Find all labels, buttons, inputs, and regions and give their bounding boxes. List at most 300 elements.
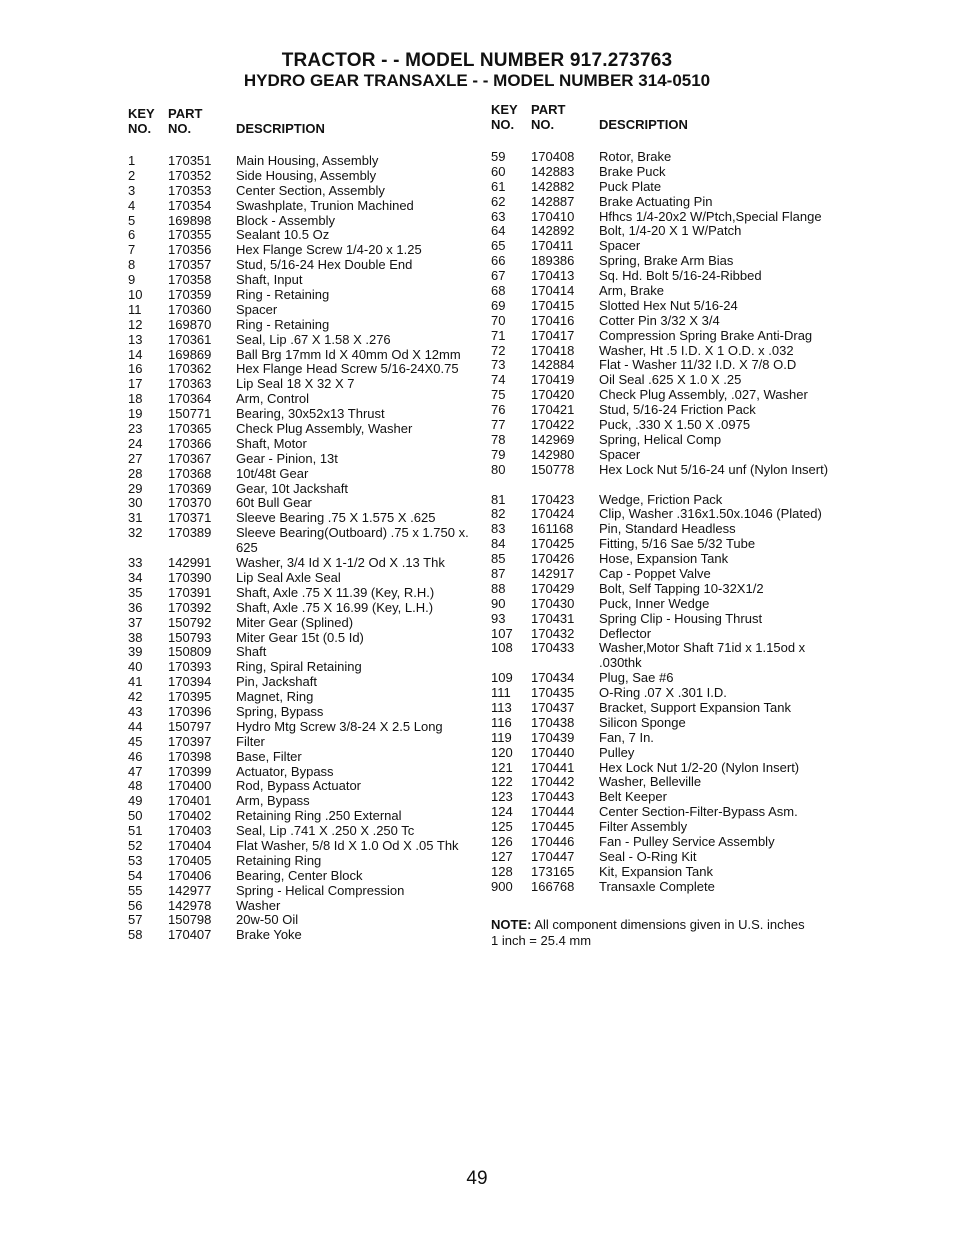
key-no: 124	[491, 804, 513, 820]
table-row	[128, 616, 488, 631]
part-no: 142980	[531, 446, 575, 462]
description: Block - Assembly	[236, 212, 335, 228]
description: Lip Seal Axle Seal	[236, 569, 341, 585]
key-no: 81	[491, 491, 506, 507]
key-no: 116	[491, 714, 512, 730]
description: Shaft, Input	[236, 272, 303, 288]
part-no: 142884	[531, 357, 575, 373]
key-no: 109	[491, 670, 513, 686]
part-no: 170356	[168, 242, 212, 258]
description: Sleeve Bearing .75 X 1.575 X .625	[236, 510, 436, 526]
key-header-line1: KEY	[128, 106, 155, 121]
part-no: 170422	[531, 417, 575, 433]
description: Center Section-Filter-Bypass Asm.	[599, 804, 798, 820]
key-no: 1	[128, 153, 136, 168]
description: Fan, 7 In.	[599, 729, 654, 745]
table-row	[128, 392, 488, 407]
key-no: 122	[491, 774, 513, 790]
table-row	[491, 195, 851, 210]
description: Rod, Bypass Actuator	[236, 778, 362, 794]
description: Arm, Control	[236, 391, 309, 407]
description: Washer,Motor Shaft 71id x 1.15od x .030thk	[599, 640, 806, 671]
part-header-line1: PART	[168, 106, 203, 121]
description: Shaft, Axle .75 X 11.39 (Key, R.H.)	[236, 584, 435, 600]
table-row	[128, 199, 488, 214]
description: Sealant 10.5 Oz	[236, 227, 330, 243]
description: Check Plug Assembly, Washer	[236, 421, 413, 437]
table-row	[491, 507, 851, 522]
description: Washer	[236, 897, 281, 913]
part-header-line2: NO.	[531, 117, 555, 132]
description: Hex Flange Head Screw 5/16-24X0.75	[236, 361, 459, 377]
description: Shaft, Motor	[236, 435, 307, 451]
description: Stud, 5/16-24 Friction Pack	[599, 402, 756, 418]
key-no: 35	[128, 584, 143, 600]
description: Spring, Helical Comp	[599, 431, 722, 447]
table-row	[128, 377, 488, 392]
part-no: 170444	[531, 804, 575, 820]
table-row	[128, 928, 488, 943]
key-no: 66	[491, 253, 506, 269]
table-row	[128, 750, 488, 765]
part-no: 170442	[531, 774, 575, 790]
page-subtitle: HYDRO GEAR TRANSAXLE - - MODEL NUMBER 314-0510	[243, 71, 711, 90]
table-row	[128, 273, 488, 288]
table-row	[491, 493, 851, 508]
key-no: 36	[128, 599, 143, 615]
description: Silicon Sponge	[599, 714, 686, 730]
key-no: 128	[491, 863, 513, 879]
description: Retaining Ring	[236, 852, 322, 868]
key-no: 85	[491, 551, 506, 567]
description: Ball Brg 17mm Id X 40mm Od X 12mm	[236, 346, 461, 362]
key-no: 90	[491, 595, 506, 611]
part-no: 170359	[168, 287, 212, 303]
table-row	[491, 418, 851, 433]
part-no: 170411	[531, 238, 574, 254]
table-row	[128, 645, 488, 660]
description: Check Plug Assembly, .027, Washer	[599, 387, 808, 403]
key-no: 65	[491, 238, 506, 254]
key-no: 62	[491, 193, 506, 209]
description: Miter Gear (Splined)	[236, 614, 354, 630]
table-row	[128, 660, 488, 675]
table-row	[128, 913, 488, 928]
table-row	[491, 433, 851, 448]
description: Ring - Retaining	[236, 287, 330, 303]
description: Kit, Expansion Tank	[599, 863, 713, 879]
part-no: 170413	[531, 268, 575, 284]
description: Ring, Spiral Retaining	[236, 659, 362, 675]
part-no: 170421	[531, 402, 575, 418]
key-no: 59	[491, 149, 506, 164]
description: Magnet, Ring	[236, 689, 314, 705]
description: Cap - Poppet Valve	[599, 565, 711, 581]
description: Miter Gear 15t (0.5 Id)	[236, 629, 364, 645]
part-header-line2: NO.	[168, 121, 192, 136]
key-no: 82	[491, 506, 506, 522]
table-row	[128, 184, 488, 199]
table-row	[128, 154, 488, 169]
table-row	[491, 671, 851, 686]
key-no: 87	[491, 565, 506, 581]
description: Arm, Bypass	[236, 793, 310, 809]
part-no: 170394	[168, 674, 212, 690]
key-no: 108	[491, 640, 513, 656]
description: Pin, Standard Headless	[599, 521, 736, 537]
table-row	[491, 388, 851, 403]
description: Base, Filter	[236, 748, 302, 764]
key-no: 34	[128, 569, 143, 585]
part-no: 170395	[168, 689, 212, 705]
table-row	[491, 358, 851, 373]
table-row	[128, 809, 488, 824]
table-row	[491, 448, 851, 463]
key-no: 2	[128, 167, 136, 183]
part-no: 142991	[168, 555, 212, 571]
table-row	[128, 496, 488, 511]
part-no: 173165	[531, 863, 575, 879]
description: Bolt, Self Tapping 10-32X1/2	[599, 580, 764, 596]
table-row	[128, 854, 488, 869]
description: Bearing, 30x52x13 Thrust	[236, 406, 385, 422]
table-row	[491, 701, 851, 716]
key-no: 51	[128, 823, 143, 839]
part-no: 170400	[168, 778, 212, 794]
part-no: 170355	[168, 227, 212, 243]
description: Sleeve Bearing(Outboard) .75 x 1.750 x. 625	[236, 525, 469, 556]
part-no: 170406	[168, 867, 212, 883]
description: Sq. Hd. Bolt 5/16-24-Ribbed	[599, 268, 762, 284]
description-header: DESCRIPTION	[599, 117, 688, 132]
part-no: 170370	[168, 495, 212, 511]
part-no: 170390	[168, 569, 212, 585]
part-no: 170361	[168, 331, 212, 347]
table-row	[128, 214, 488, 229]
description: Hose, Expansion Tank	[599, 551, 729, 567]
description: Stud, 5/16-24 Hex Double End	[236, 257, 413, 273]
key-no: 64	[491, 223, 506, 239]
key-no: 88	[491, 580, 506, 596]
part-no: 170358	[168, 272, 212, 288]
description: Seal, Lip .67 X 1.58 X .276	[236, 331, 391, 347]
description: Side Housing, Assembly	[236, 167, 377, 183]
key-no: 54	[128, 867, 143, 883]
table-row	[491, 775, 851, 790]
part-no: 170433	[531, 640, 575, 656]
table-row	[128, 452, 488, 467]
key-no: 27	[128, 450, 143, 466]
table-row	[491, 731, 851, 746]
table-row	[491, 463, 851, 493]
table-row	[128, 824, 488, 839]
key-no: 17	[128, 376, 143, 392]
table-row	[128, 571, 488, 586]
description: Washer, Ht .5 I.D. X 1 O.D. x .032	[599, 342, 794, 358]
part-no: 170426	[531, 551, 575, 567]
table-row	[491, 835, 851, 850]
part-no: 170440	[531, 744, 575, 760]
table-row	[491, 165, 851, 180]
description: Bolt, 1/4-20 X 1 W/Patch	[599, 223, 742, 239]
part-no: 142882	[531, 178, 575, 194]
table-row	[491, 641, 851, 671]
table-row	[128, 288, 488, 303]
part-no: 170415	[531, 297, 575, 313]
table-row	[128, 303, 488, 318]
description: Puck Plate	[599, 178, 662, 194]
part-no: 170366	[168, 435, 212, 451]
part-no: 170419	[531, 372, 575, 388]
note-text: All component dimensions given in U.S. inches	[531, 917, 805, 932]
key-no: 19	[128, 406, 143, 422]
key-no: 57	[128, 912, 143, 928]
page-number: 49	[466, 1168, 488, 1189]
key-no: 111	[491, 685, 511, 701]
description: Center Section, Assembly	[236, 182, 385, 198]
key-no: 70	[491, 312, 506, 328]
key-no: 41	[128, 674, 143, 690]
table-row	[128, 511, 488, 526]
part-no: 150771	[168, 406, 212, 422]
description: Pin, Jackshaft	[236, 674, 317, 690]
key-no: 69	[491, 297, 506, 313]
part-no: 170353	[168, 182, 212, 198]
part-no: 169869	[168, 346, 212, 362]
part-no: 166768	[531, 878, 575, 894]
key-no: 58	[128, 927, 143, 943]
key-no: 67	[491, 268, 506, 284]
part-no: 169870	[168, 316, 212, 332]
part-no: 170446	[531, 834, 575, 849]
description: Washer, Belleville	[599, 774, 702, 790]
key-no: 11	[128, 301, 142, 317]
key-no: 125	[491, 819, 513, 835]
description: Wedge, Friction Pack	[599, 491, 723, 507]
dimensions-note	[491, 917, 871, 949]
table-header	[491, 102, 851, 142]
table-row	[128, 228, 488, 243]
table-row	[491, 820, 851, 835]
table-row	[128, 631, 488, 646]
table-row	[128, 318, 488, 333]
description: Retaining Ring .250 External	[236, 808, 402, 824]
description: Seal, Lip .741 X .250 X .250 Tc	[236, 823, 415, 839]
description: Spacer	[236, 301, 278, 317]
table-row	[128, 765, 488, 780]
table-body	[128, 154, 488, 943]
description: Seal - O-Ring Kit	[599, 848, 697, 864]
table-row	[128, 869, 488, 884]
table-row	[491, 522, 851, 537]
table-row	[128, 779, 488, 794]
part-no: 161168	[531, 521, 574, 537]
part-no: 170425	[531, 536, 575, 552]
part-no: 170418	[531, 342, 575, 358]
part-no: 170423	[531, 491, 575, 507]
key-no: 33	[128, 555, 143, 571]
table-row	[128, 675, 488, 690]
description-header: DESCRIPTION	[236, 121, 325, 136]
key-no: 52	[128, 837, 143, 853]
key-no: 72	[491, 342, 506, 358]
key-no: 5	[128, 212, 136, 228]
description: Filter Assembly	[599, 819, 688, 835]
table-row	[491, 880, 851, 895]
table-row	[491, 597, 851, 612]
part-no: 142977	[168, 882, 212, 898]
description: Washer, 3/4 Id X 1-1/2 Od X .13 Thk	[236, 555, 445, 571]
key-no: 127	[491, 848, 513, 864]
description: Belt Keeper	[599, 789, 667, 805]
key-no: 121	[491, 759, 513, 775]
part-no: 170429	[531, 580, 575, 596]
part-no: 170369	[168, 480, 212, 496]
description: Fan - Pulley Service Assembly	[599, 834, 775, 849]
table-row	[128, 884, 488, 899]
description: Gear, 10t Jackshaft	[236, 480, 349, 496]
table-row	[491, 299, 851, 314]
part-no: 150792	[168, 614, 212, 630]
table-row	[491, 582, 851, 597]
table-row	[491, 805, 851, 820]
key-no: 53	[128, 852, 143, 868]
description: Oil Seal .625 X 1.0 X .25	[599, 372, 742, 388]
table-row	[128, 482, 488, 497]
table-row	[491, 224, 851, 239]
table-row	[491, 314, 851, 329]
description: Hex Flange Screw 1/4-20 x 1.25	[236, 242, 422, 258]
part-no: 189386	[531, 253, 575, 269]
part-no: 170364	[168, 391, 212, 407]
description: 20w-50 Oil	[236, 912, 299, 928]
part-no: 170431	[531, 610, 575, 626]
table-row	[491, 612, 851, 627]
key-no: 42	[128, 689, 143, 705]
key-no: 78	[491, 431, 506, 447]
table-row	[128, 169, 488, 184]
description: Spacer	[599, 238, 641, 254]
table-row	[491, 373, 851, 388]
part-no: 150793	[168, 629, 212, 645]
key-no: 126	[491, 834, 513, 849]
description: 60t Bull Gear	[236, 495, 312, 511]
part-no: 170430	[531, 595, 575, 611]
part-header-line1: PART	[531, 102, 566, 117]
key-no: 93	[491, 610, 506, 626]
description: Spring Clip - Housing Thrust	[599, 610, 763, 626]
part-no: 170371	[168, 510, 212, 526]
part-no: 150809	[168, 644, 212, 660]
part-no: 170434	[531, 670, 575, 686]
key-no: 56	[128, 897, 143, 913]
part-no: 170417	[531, 327, 575, 343]
description: Lip Seal 18 X 32 X 7	[236, 376, 355, 392]
key-no: 9	[128, 272, 136, 288]
part-no: 170424	[531, 506, 575, 522]
part-no: 170432	[531, 625, 575, 641]
part-no: 170398	[168, 748, 212, 764]
parts-table-left	[128, 106, 488, 943]
table-row	[128, 333, 488, 348]
table-row	[491, 865, 851, 880]
table-row	[491, 254, 851, 269]
table-row	[128, 586, 488, 601]
part-no: 170403	[168, 823, 212, 839]
description: Flat - Washer 11/32 I.D. X 7/8 O.D	[599, 357, 797, 373]
part-no: 170360	[168, 301, 212, 317]
key-no: 29	[128, 480, 143, 496]
table-row	[491, 627, 851, 642]
description: Main Housing, Assembly	[236, 153, 379, 168]
key-no: 12	[128, 316, 143, 332]
key-no: 76	[491, 402, 506, 418]
table-row	[128, 243, 488, 258]
description: Gear - Pinion, 13t	[236, 450, 338, 466]
table-row	[491, 686, 851, 701]
table-row	[491, 344, 851, 359]
key-no: 18	[128, 391, 143, 407]
description: Flat Washer, 5/8 Id X 1.0 Od X .05 Thk	[236, 837, 459, 853]
description: Bearing, Center Block	[236, 867, 363, 883]
part-no: 170401	[168, 793, 212, 809]
key-no: 83	[491, 521, 506, 537]
table-row	[491, 537, 851, 552]
table-header	[128, 106, 488, 146]
description: 10t/48t Gear	[236, 465, 309, 481]
key-no: 44	[128, 718, 143, 734]
table-row	[128, 735, 488, 750]
part-no: 170410	[531, 208, 575, 224]
key-no: 84	[491, 536, 506, 552]
key-header-line2: NO.	[491, 117, 515, 132]
key-no: 40	[128, 659, 143, 675]
part-no: 170397	[168, 733, 212, 749]
part-no: 142892	[531, 223, 575, 239]
table-row	[128, 422, 488, 437]
key-no: 23	[128, 421, 143, 437]
page-title: TRACTOR - - MODEL NUMBER 917.273763	[281, 50, 673, 71]
table-row	[128, 437, 488, 452]
key-no: 14	[128, 346, 143, 362]
key-header-line2: NO.	[128, 121, 152, 136]
part-no: 170404	[168, 837, 212, 853]
description: Ring - Retaining	[236, 316, 330, 332]
description: Clip, Washer .316x1.50x.1046 (Plated)	[599, 506, 822, 522]
part-no: 170445	[531, 819, 575, 835]
table-row	[128, 601, 488, 616]
key-no: 55	[128, 882, 143, 898]
key-no: 107	[491, 625, 513, 641]
key-no: 61	[491, 178, 506, 194]
description: Spring, Brake Arm Bias	[599, 253, 734, 269]
part-no: 170392	[168, 599, 212, 615]
key-no: 28	[128, 465, 143, 481]
table-row	[128, 556, 488, 571]
table-row	[128, 348, 488, 363]
table-row	[128, 362, 488, 377]
part-no: 170443	[531, 789, 575, 805]
key-no: 6	[128, 227, 136, 243]
key-no: 113	[491, 699, 512, 715]
key-no: 3	[128, 182, 136, 198]
table-row	[128, 407, 488, 422]
key-no: 43	[128, 703, 143, 719]
part-no: 170365	[168, 421, 212, 437]
description: Hfhcs 1/4-20x2 W/Ptch,Special Flange	[599, 208, 822, 224]
key-no: 68	[491, 283, 506, 299]
description: Rotor, Brake	[599, 149, 672, 164]
